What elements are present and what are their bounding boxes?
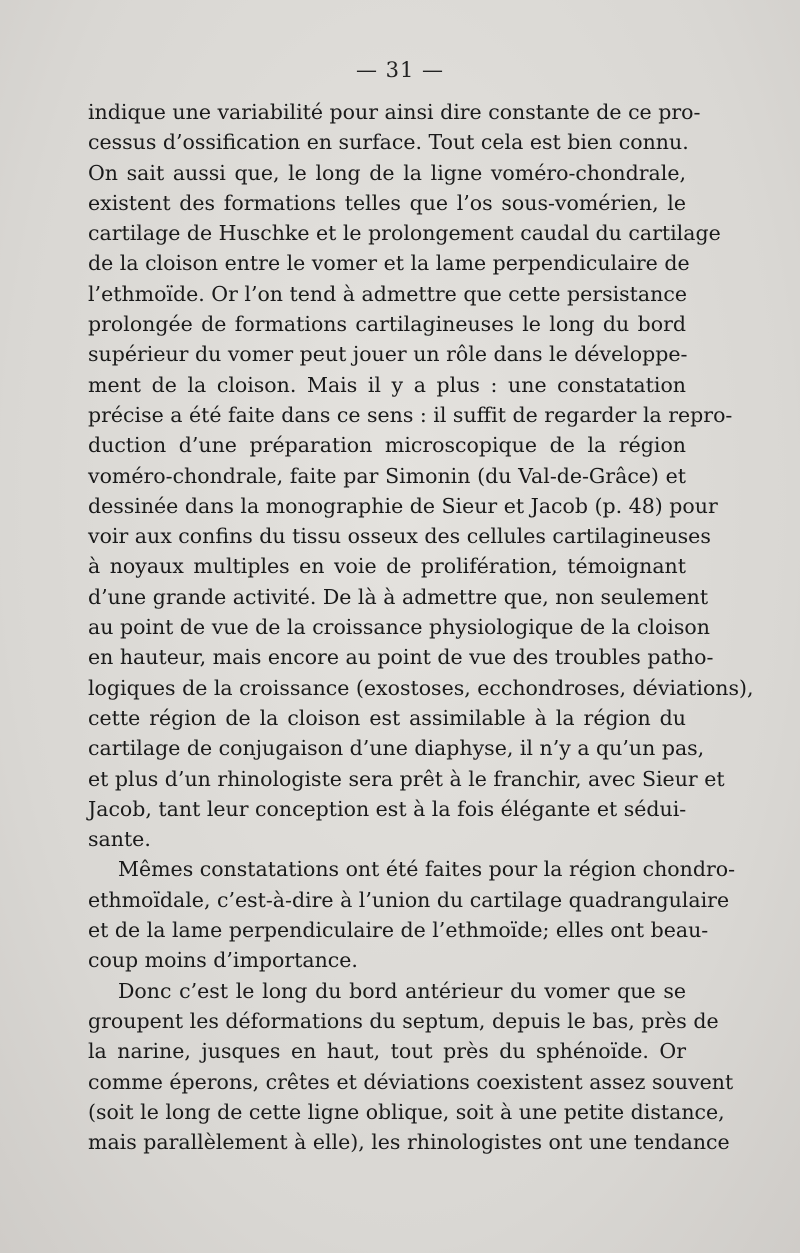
text-line: duction d’une préparation microscopique de la région — [88, 433, 686, 458]
text-line: la narine, jusques en haut, tout près du sphénoïde. Or — [88, 1039, 686, 1064]
text-line: cartilage de Huschke et le prolongement caudal du cartilage — [88, 221, 721, 246]
body-text — [88, 97, 754, 1157]
text-line: voméro-chondrale, faite par Simonin (du Val-de-Grâce) et — [88, 463, 686, 488]
text-line: au point de vue de la croissance physiologique de la cloison — [88, 615, 710, 640]
text-line: existent des formations telles que l’os sous-vomérien, le — [88, 190, 686, 215]
text-line: prolongée de formations cartilagineuses le long du bord — [88, 312, 686, 337]
text-line: cartilage de conjugaison d’une diaphyse, il n’y a qu’un pas, — [88, 736, 705, 761]
text-line: de la cloison entre le vomer et la lame perpendiculaire de — [88, 251, 690, 276]
text-line: supérieur du vomer peut jouer un rôle dans le développe- — [88, 342, 688, 367]
text-line: Jacob, tant leur conception est à la fois élégante et sédui- — [88, 796, 687, 821]
text-line: comme éperons, crêtes et déviations coexistent assez souvent — [88, 1069, 734, 1094]
text-line: groupent les déformations du septum, depuis le bas, près de — [88, 1008, 719, 1033]
page-number: — 31 — — [355, 58, 445, 82]
text-line: l’ethmoïde. Or l’on tend à admettre que cette persistance — [88, 281, 687, 306]
text-line: cette région de la cloison est assimilable à la région du — [88, 705, 686, 730]
text-line: et plus d’un rhinologiste sera prêt à le franchir, avec Sieur et — [88, 766, 725, 791]
text-line: logiques de la croissance (exostoses, ecchondroses, déviations), — [88, 675, 754, 700]
text-line: d’une grande activité. De là à admettre que, non seulement — [88, 584, 709, 609]
text-line: voir aux confins du tissu osseux des cellules cartilagineuses — [88, 524, 711, 549]
text-line: mais parallèlement à elle), les rhinologistes ont une tendance — [88, 1130, 730, 1155]
text-line: ment de la cloison. Mais il y a plus : une constatation — [88, 372, 686, 397]
text-line: précise a été faite dans ce sens : il suffit de regarder la repro- — [88, 402, 733, 427]
paragraph-start-line: Mêmes constatations ont été faites pour la région chondro- — [118, 857, 736, 882]
text-line: en hauteur, mais encore au point de vue des troubles patho- — [88, 645, 714, 670]
text-line: et de la lame perpendiculaire de l’ethmoïde; elles ont beau- — [88, 918, 709, 943]
text-line: cessus d’ossification en surface. Tout cela est bien connu. — [88, 130, 689, 155]
text-line: On sait aussi que, le long de la ligne voméro-chondrale, — [88, 160, 686, 185]
text-line: (soit le long de cette ligne oblique, soit à une petite distance, — [88, 1099, 725, 1124]
text-line: à noyaux multiples en voie de prolifération, témoignant — [88, 554, 686, 579]
paragraph-end-line: sante. — [88, 827, 151, 852]
text-line: ethmoïdale, c’est-à-dire à l’union du cartilage quadrangulaire — [88, 887, 730, 912]
paragraph-start-line: Donc c’est le long du bord antérieur du vomer que se — [118, 978, 686, 1003]
text-line: indique une variabilité pour ainsi dire constante de ce pro- — [88, 100, 701, 124]
paragraph-end-line: coup moins d’importance. — [88, 948, 358, 973]
text-line: dessinée dans la monographie de Sieur et Jacob (p. 48) pour — [88, 493, 718, 518]
